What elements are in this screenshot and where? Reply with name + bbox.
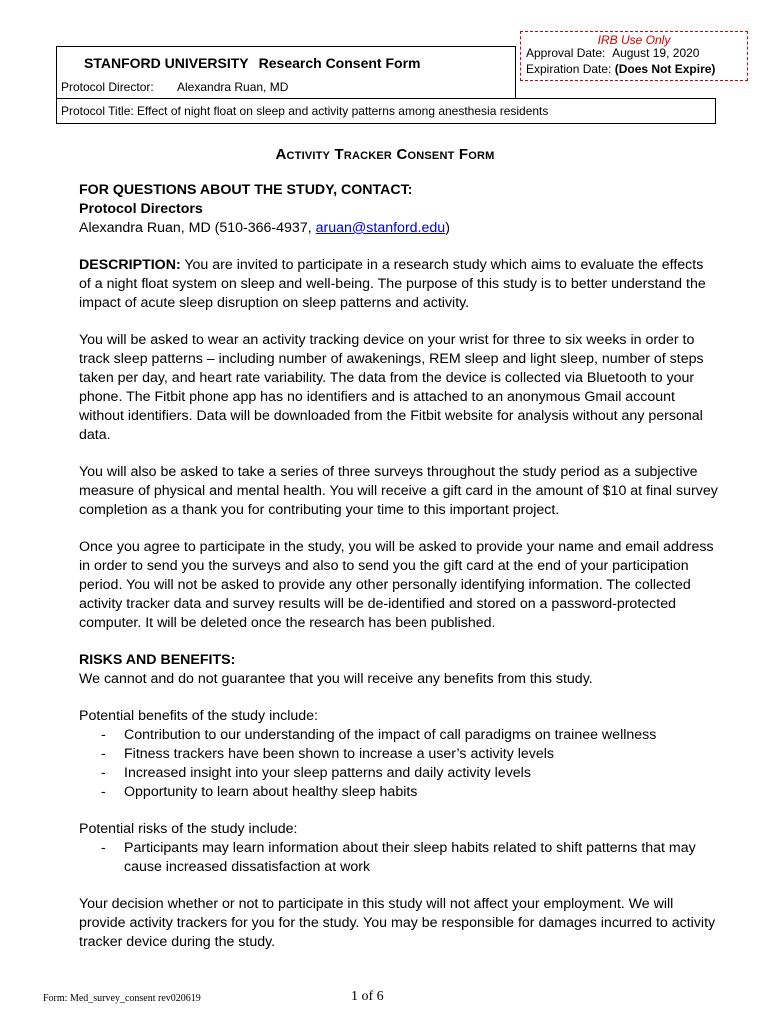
contact-section — [79, 181, 719, 238]
document-body — [79, 181, 719, 970]
contact-line — [79, 219, 719, 238]
footer-form-id: Form: Med_survey_consent rev020619 — [43, 993, 201, 1004]
list-item — [79, 839, 719, 877]
document-title: Activity Tracker Consent Form — [275, 146, 495, 163]
benefit-text: Opportunity to learn about healthy sleep habits — [124, 784, 418, 800]
closing-paragraph: Your decision whether or not to participate in this study will not affect your employment. We will provide activity trackers for you for the study. You may be responsible for damages incurred to activity tracker device during the study. — [79, 896, 716, 950]
protocol-title: Protocol Title: Effect of night float on sleep and activity patterns among anesthesia residents — [61, 104, 549, 118]
irb-expiration-line — [526, 62, 715, 76]
university-name: STANFORD UNIVERSITY — [84, 55, 249, 71]
dash-bullet: - — [101, 746, 106, 762]
footer-page-number: 1 of 6 — [351, 989, 384, 1004]
list-item — [79, 764, 719, 783]
list-item — [79, 726, 719, 745]
benefits-label: Potential benefits of the study include: — [79, 708, 318, 724]
risks-list — [79, 839, 719, 877]
header-director-cell — [56, 78, 516, 98]
risks-heading: RISKS AND BENEFITS: — [79, 652, 236, 668]
irb-approval-line — [526, 46, 699, 60]
approval-date-label: Approval Date: — [526, 46, 606, 60]
list-item — [79, 783, 719, 802]
expiration-date-label: Expiration Date: — [526, 62, 612, 76]
risks-label: Potential risks of the study include: — [79, 821, 298, 837]
dash-bullet: - — [101, 784, 106, 800]
protocol-director-value: Alexandra Ruan, MD — [177, 80, 289, 94]
irb-title: IRB Use Only — [597, 33, 671, 47]
description-paragraph-2: You will be asked to wear an activity tracking device on your wrist for three to six weeks in order to track sleep patterns – including number of awakenings, REM sleep and light sleep, number of steps taken per day, and heart rate variability. The data from the device is collected via Bluetooth to your phone. The Fitbit phone app has no identifiers and is attached to an anonymous Gmail account without identifiers. Data will be downloaded from the Fitbit website for analysis without any personal data. — [79, 332, 704, 443]
contact-email-link[interactable]: aruan@stanford.edu — [315, 220, 446, 236]
risk-text: Participants may learn information about their sleep habits related to shift patterns that may cause increased dissatisfaction at work — [124, 840, 696, 875]
header-protocol-title-cell — [56, 98, 716, 124]
expiration-date-value: (Does Not Expire) — [614, 62, 716, 76]
contact-heading: FOR QUESTIONS ABOUT THE STUDY, CONTACT: — [79, 182, 413, 198]
description-paragraph-3: You will also be asked to take a series of three surveys throughout the study period as a subjective measure of physical and mental health. You will receive a gift card in the amount of $10 at final survey completion as a thank you for contributing your time to this important project. — [79, 464, 718, 518]
irb-use-only-box — [520, 31, 748, 81]
benefits-section — [79, 707, 719, 802]
form-type: Research Consent Form — [258, 55, 421, 71]
risks-intro: We cannot and do not guarantee that you will receive any benefits from this study. — [79, 671, 593, 687]
approval-date-value: August 19, 2020 — [612, 46, 700, 60]
protocol-director-label: Protocol Director: — [61, 80, 154, 94]
contact-subheading: Protocol Directors — [79, 201, 203, 217]
benefits-list — [79, 726, 719, 802]
list-item — [79, 745, 719, 764]
dash-bullet: - — [101, 765, 106, 781]
potential-risks-section — [79, 820, 719, 877]
contact-close-paren: ) — [445, 220, 450, 236]
benefit-text: Contribution to our understanding of the impact of call paradigms on trainee wellness — [124, 727, 657, 743]
header-title-cell — [56, 46, 516, 78]
dash-bullet: - — [101, 840, 106, 856]
risks-section — [79, 651, 719, 689]
protocol-director-row — [61, 80, 289, 94]
benefit-text: Fitness trackers have been shown to increase a user’s activity levels — [124, 746, 555, 762]
description-paragraph-1 — [79, 256, 719, 313]
header-title — [84, 55, 420, 71]
description-paragraph-4: Once you agree to participate in the study, you will be asked to provide your name and email address in order to send you the surveys and also to send you the gift card at the end of your participation period. You will not be asked to provide any other personally identifying information. The collected activity tracker data and survey results will be de-identified and stored on a password-protected computer. It will be deleted once the research has been published. — [79, 539, 714, 631]
description-text-1: You are invited to participate in a research study which aims to evaluate the effects of a night float system on sleep and well-being. The purpose of this study is to better understand the impact of acute sleep disruption on sleep patterns and activity. — [79, 257, 706, 311]
benefit-text: Increased insight into your sleep patterns and daily activity levels — [124, 765, 531, 781]
contact-name-phone: Alexandra Ruan, MD (510-366-4937, — [79, 220, 316, 236]
description-heading: DESCRIPTION: — [79, 257, 181, 273]
dash-bullet: - — [101, 727, 106, 743]
